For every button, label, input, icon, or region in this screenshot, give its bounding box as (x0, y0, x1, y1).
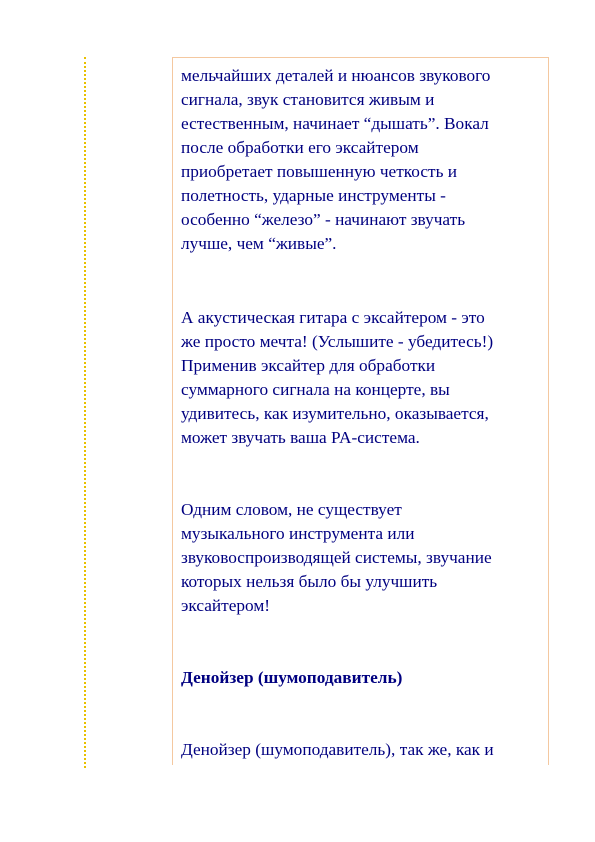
section-heading-denoiser: Денойзер (шумоподавитель) (181, 668, 403, 687)
margin-dotted-rule (84, 57, 86, 768)
paragraph-denoiser-intro: Денойзер (шумоподавитель), так же, как и (181, 740, 494, 759)
page-content (181, 64, 553, 762)
paragraph-acoustic-guitar: А акустическая гитара с эксайтером - это же просто мечта! (Услышите - убедитесь!) Применив эксайтер для обработки суммарного сигнала на концерте, вы удивитесь, как изумительно, оказывается, может звучать ваша PA-система. (181, 308, 494, 447)
paragraph-exciter-effects: мельчайших деталей и нюансов звукового сигнала, звук становится живым и естественным, начинает “дышать”. Вокал после обработки его эксайтером приобретает повышенную четкость и полетность, ударные инструменты - особенно “железо” - начинают звучать лучше, чем “живые”. (181, 66, 491, 253)
paragraph-summary: Одним словом, не существует музыкального инструмента или звуковоспроизводящей системы, звучание которых нельзя было бы улучшить эксайтером! (181, 500, 492, 615)
